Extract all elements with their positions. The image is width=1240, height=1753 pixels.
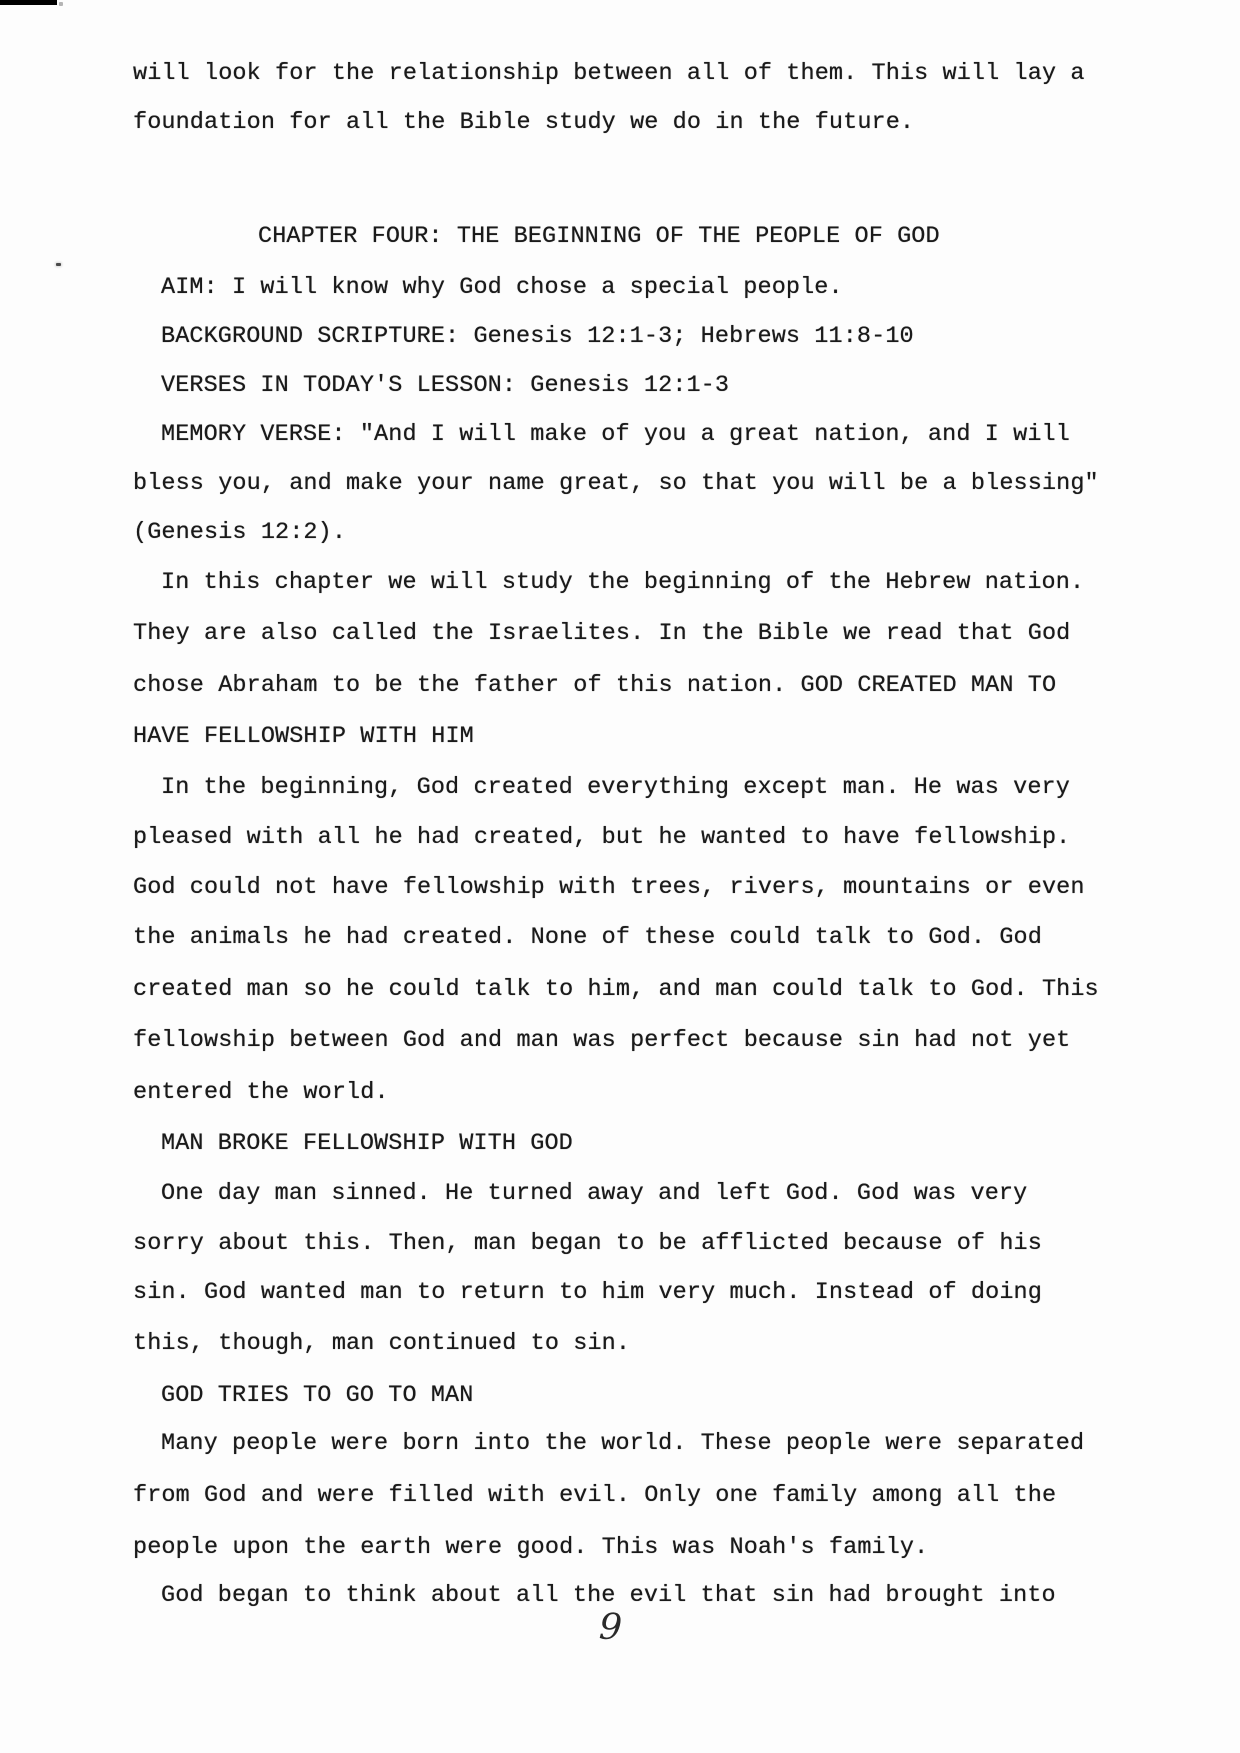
text-line: CHAPTER FOUR: THE BEGINNING OF THE PEOPLE OF GOD xyxy=(258,223,940,250)
text-line: people upon the earth were good. This was Noah's family. xyxy=(133,1534,929,1561)
text-line: One day man sinned. He turned away and left God. God was very xyxy=(161,1180,1028,1207)
text-line: Many people were born into the world. These people were separated xyxy=(161,1430,1085,1457)
text-line: the animals he had created. None of these could talk to God. God xyxy=(133,924,1042,951)
scan-artifact-speck xyxy=(59,2,63,6)
text-line: bless you, and make your name great, so that you will be a blessing" xyxy=(133,470,1099,497)
text-line: from God and were filled with evil. Only one family among all the xyxy=(133,1482,1057,1509)
text-line: will look for the relationship between all of them. This will lay a xyxy=(133,60,1085,87)
text-line: HAVE FELLOWSHIP WITH HIM xyxy=(133,723,474,750)
text-line: GOD TRIES TO GO TO MAN xyxy=(161,1382,474,1409)
text-line: sin. God wanted man to return to him very much. Instead of doing xyxy=(133,1279,1042,1306)
text-line: God could not have fellowship with trees, rivers, mountains or even xyxy=(133,874,1085,901)
text-line: In this chapter we will study the beginning of the Hebrew nation. xyxy=(161,569,1085,596)
text-line: In the beginning, God created everything except man. He was very xyxy=(161,774,1070,801)
text-line: God began to think about all the evil that sin had brought into xyxy=(161,1582,1056,1609)
margin-speck xyxy=(56,263,61,266)
text-line: VERSES IN TODAY'S LESSON: Genesis 12:1-3 xyxy=(161,372,730,399)
text-line: entered the world. xyxy=(133,1079,389,1106)
text-line: AIM: I will know why God chose a special people. xyxy=(161,274,843,301)
text-line: BACKGROUND SCRIPTURE: Genesis 12:1-3; Hebrews 11:8-10 xyxy=(161,323,914,350)
text-line: chose Abraham to be the father of this nation. GOD CREATED MAN TO xyxy=(133,672,1057,699)
text-line: fellowship between God and man was perfect because sin had not yet xyxy=(133,1027,1071,1054)
text-line: foundation for all the Bible study we do in the future. xyxy=(133,109,915,136)
scan-artifact-bar xyxy=(0,0,57,5)
text-line: created man so he could talk to him, and man could talk to God. This xyxy=(133,976,1099,1003)
text-line: sorry about this. Then, man began to be afflicted because of his xyxy=(133,1230,1042,1257)
text-line: They are also called the Israelites. In the Bible we read that God xyxy=(133,620,1071,647)
text-line: (Genesis 12:2). xyxy=(133,519,347,546)
text-line: MAN BROKE FELLOWSHIP WITH GOD xyxy=(161,1130,573,1157)
text-line: MEMORY VERSE: "And I will make of you a great nation, and I will xyxy=(161,421,1070,448)
text-line: this, though, man continued to sin. xyxy=(133,1330,631,1357)
text-line: pleased with all he had created, but he wanted to have fellowship. xyxy=(133,824,1071,851)
handwritten-page-number: 9 xyxy=(597,1606,623,1649)
